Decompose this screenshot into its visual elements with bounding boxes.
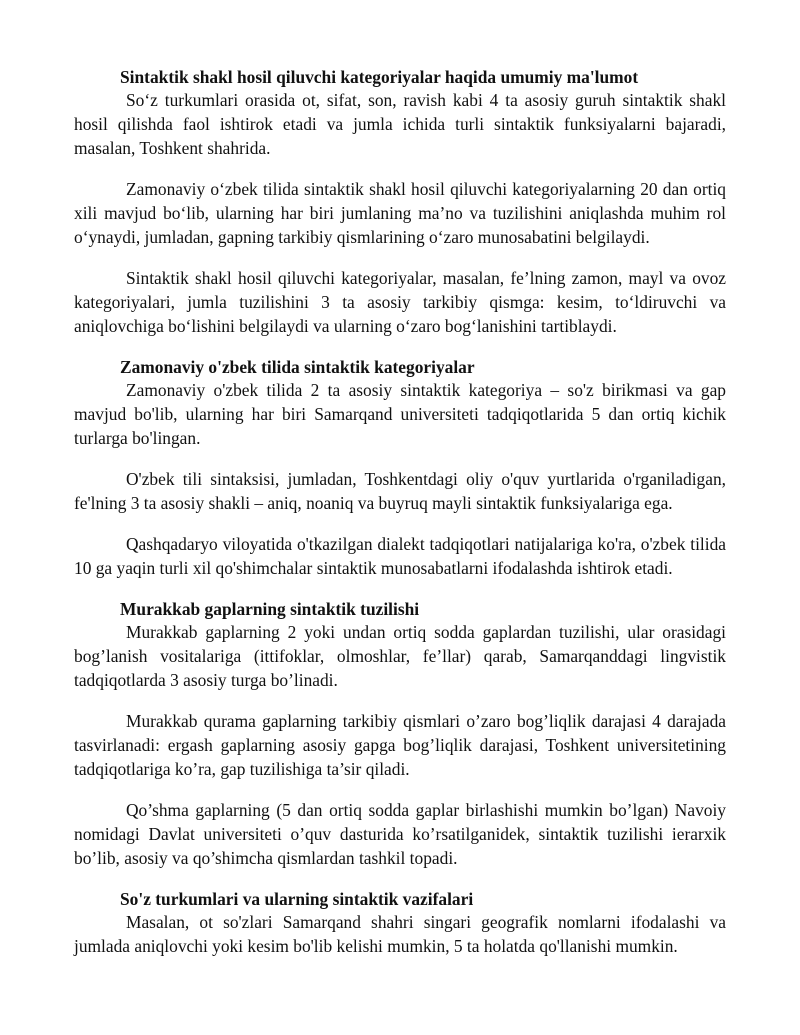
section-heading: Zamonaviy o'zbek tilida sintaktik kategoriyalar	[120, 357, 475, 377]
section-heading: Murakkab gaplarning sintaktik tuzilishi	[120, 599, 420, 619]
section-heading: So'z turkumlari va ularning sintaktik vazifalari	[120, 889, 474, 909]
paragraph: So‘z turkumlari orasida ot, sifat, son, ravish kabi 4 ta asosiy guruh sintaktik shakl hosil qilishda faol ishtirok etadi va jumla ichida turli sintaktik funksiyalarni bajaradi, masalan, Toshkent shahrida.	[74, 90, 726, 158]
paragraph: Zamonaviy o'zbek tilida 2 ta asosiy sintaktik kategoriya – so'z birikmasi va gap mavjud bo'lib, ularning har biri Samarqand universiteti tadqiqotlarida 5 dan ortiq kichik turlarga bo'lingan.	[74, 380, 726, 448]
paragraph: Murakkab gaplarning 2 yoki undan ortiq sodda gaplardan tuzilishi, ular orasidagi bog’lanish vositalariga (ittifoklar, olmoshlar, fe’llar) qarab, Samarqanddagi lingvistik tadqiqotlarda 3 asosiy turga bo’linadi.	[74, 622, 726, 690]
section-spacer	[74, 580, 726, 598]
paragraph-spacer	[74, 515, 726, 532]
document-page	[74, 66, 726, 958]
section-complex-sentences	[74, 598, 726, 870]
paragraph: Murakkab qurama gaplarning tarkibiy qismlari o’zaro bog’liqlik darajasi 4 darajada tasvirlanadi: ergash gaplarning asosiy gapga bog’liqlik darajasi, Toshkent universitetining tadqiqotlariga ko’ra, gap tuzilishiga ta’sir qiladi.	[74, 711, 726, 779]
paragraph: O'zbek tili sintaksisi, jumladan, Toshkentdagi oliy o'quv yurtlarida o'rganiladigan, fe'lning 3 ta asosiy shakli – aniq, noaniq va buyruq mayli sintaktik funksiyalariga ega.	[74, 469, 726, 513]
paragraph-spacer	[74, 781, 726, 798]
section-heading: Sintaktik shakl hosil qiluvchi kategoriyalar haqida umumiy ma'lumot	[120, 67, 639, 87]
section-spacer	[74, 870, 726, 888]
section-word-classes	[74, 888, 726, 958]
section-general-info	[74, 66, 726, 338]
paragraph: Zamonaviy o‘zbek tilida sintaktik shakl hosil qiluvchi kategoriyalarning 20 dan ortiq xili mavjud bo‘lib, ularning har biri jumlaning ma’no va tuzilishini aniqlashda muhim rol o‘ynaydi, jumladan, gapning tarkibiy qismlarining o‘zaro munosabatini belgilaydi.	[74, 179, 726, 247]
section-spacer	[74, 338, 726, 356]
paragraph: Qo’shma gaplarning (5 dan ortiq sodda gaplar birlashishi mumkin bo’lgan) Navoiy nomidagi Davlat universiteti o’quv dasturida ko’rsatilganidek, sintaktik tuzilishi ierarxik bo’lib, asosiy va qo’shimcha qismlardan tashkil topadi.	[74, 800, 726, 868]
paragraph-spacer	[74, 450, 726, 467]
paragraph: Masalan, ot so'zlari Samarqand shahri singari geografik nomlarni ifodalashi va jumlada aniqlovchi yoki kesim bo'lib kelishi mumkin, 5 ta holatda qo'llanishi mumkin.	[74, 912, 726, 956]
paragraph: Qashqadaryo viloyatida o'tkazilgan dialekt tadqiqotlari natijalariga ko'ra, o'zbek tilida 10 ga yaqin turli xil qo'shimchalar sintaktik munosabatlarni ifodalashda ishtirok etadi.	[74, 534, 726, 578]
paragraph-spacer	[74, 692, 726, 709]
paragraph-spacer	[74, 249, 726, 266]
paragraph: Sintaktik shakl hosil qiluvchi kategoriyalar, masalan, fe’lning zamon, mayl va ovoz kategoriyalari, jumla tuzilishini 3 ta asosiy tarkibiy qismga: kesim, to‘ldiruvchi va aniqlovchiga bo‘lishini belgilaydi va ularning o‘zaro bog‘lanishini tartiblaydi.	[74, 268, 726, 336]
section-syntactic-categories	[74, 356, 726, 580]
paragraph-spacer	[74, 160, 726, 177]
